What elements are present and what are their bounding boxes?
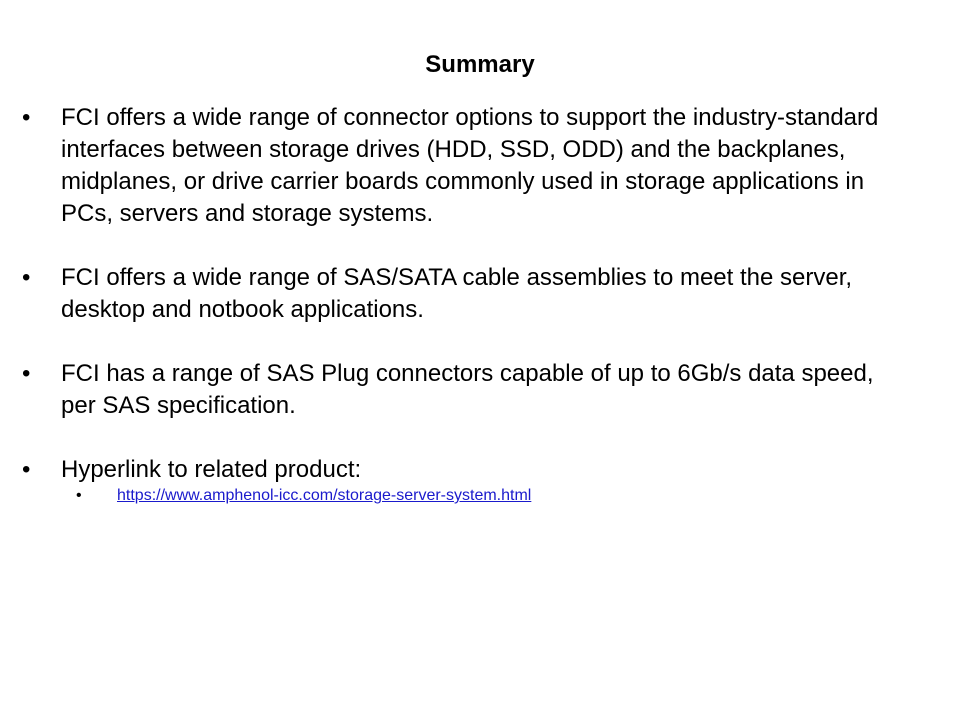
slide-title: Summary [425,51,535,78]
sub-bullet-list [61,485,912,507]
sub-bullet-item [76,485,912,507]
bullet-item-hyperlink [22,454,912,507]
bullet-icon: • [22,456,31,483]
bullet-icon: • [22,104,31,131]
bullet-icon: • [22,264,31,291]
bullet-item-sas-plug [22,358,912,422]
bullet-list [22,102,912,507]
bullet-text: FCI has a range of SAS Plug connectors capable of up to 6Gb/s data speed, per SAS specification. [61,360,874,419]
bullet-text: FCI offers a wide range of SAS/SATA cable assemblies to meet the server, desktop and notbook applications. [61,264,853,323]
bullet-item-connector-options [22,102,912,230]
sub-bullet-icon: • [76,487,82,504]
bullet-text: FCI offers a wide range of connector options to support the industry-standard interfaces between storage drives (HDD, SSD, ODD) and the backplanes, midplanes, or drive carrier boards commonly used in storage applications in PCs, servers and storage systems. [61,104,879,227]
bullet-text: Hyperlink to related product: [61,456,362,483]
related-product-link[interactable]: https://www.amphenol-icc.com/storage-server-system.html [117,487,532,504]
bullet-icon: • [22,360,31,387]
bullet-item-cable-assemblies [22,262,912,326]
